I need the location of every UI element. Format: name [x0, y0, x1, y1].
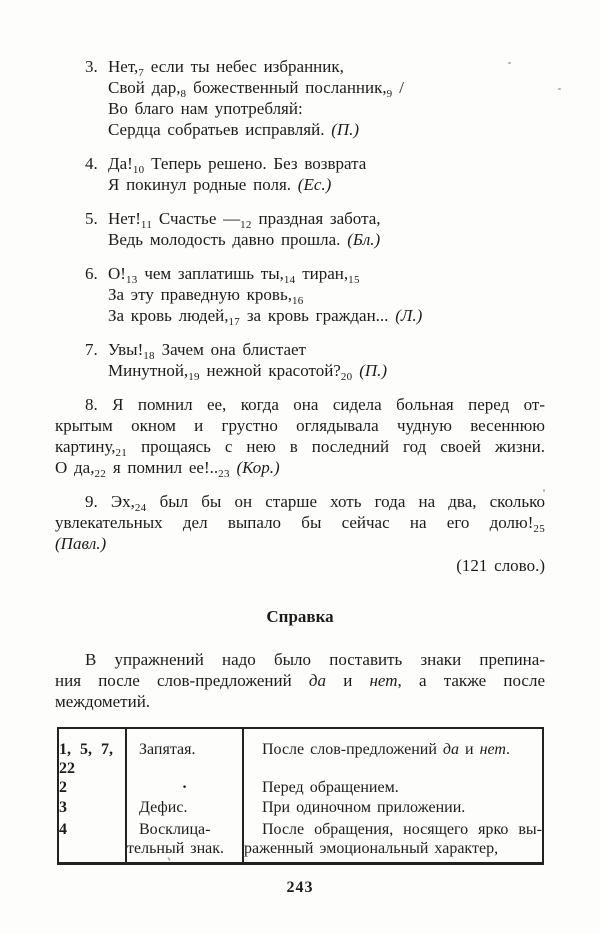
text-line: За кровь $людей,_{17}$ за кровь граждан... (Л.): [108, 306, 423, 328]
verse-lines: [108, 208, 545, 250]
numbers-cell: [58, 778, 126, 797]
numbers-cell: [58, 817, 126, 864]
ditto-mark-cell: [126, 778, 243, 797]
table-row: [58, 817, 543, 864]
text-line: $Увы!_{18}$ Зачем она блистает: [108, 340, 306, 362]
sign-cell: [126, 797, 243, 817]
text-line: $Нет!_{11}$ Счастье $—_{12}$ праздная забота,: [108, 209, 381, 231]
text-line: увлекательных дел выпало бы сейчас на его $долю!_{25}$: [55, 513, 545, 535]
text-line: Восклица-: [139, 821, 211, 838]
text-line: 2: [59, 779, 67, 796]
text-line: О $да,_{22}$ я помнил $ее!.._{23}$ (Кор.): [55, 458, 280, 480]
verse-lines: [108, 263, 545, 326]
text-line: Запятая.: [139, 741, 196, 758]
text-line: При одиночном приложении.: [262, 799, 466, 816]
exercise-4: [55, 153, 545, 195]
exercise-number: 4.: [85, 154, 98, 173]
text-line: После обращения, носящего ярко вы-: [262, 821, 542, 838]
table-row: [58, 797, 543, 817]
verse-lines: [108, 339, 545, 381]
text-line: Ведь молодость давно прошла. (Бл.): [108, 230, 381, 249]
reference-heading: Справка: [266, 607, 334, 626]
text-line: 3: [59, 799, 67, 816]
exercise-number: 6.: [85, 264, 98, 283]
numbers-cell: [58, 728, 126, 778]
text-line: За эту праведную $кровь,_{16}$: [108, 285, 304, 307]
word-count: (121 слово.): [456, 556, 545, 575]
text-line: 8. Я помнил ее, когда она сидела больная перед от-: [85, 395, 545, 414]
exercise-6: [55, 263, 545, 326]
text-line: $Нет,_7$ если ты небес избранник,: [108, 57, 344, 79]
page-content: [55, 56, 545, 898]
exercise-number: 5.: [85, 209, 98, 228]
text-line: $Да!_{10}$ Теперь решено. Без возврата: [108, 154, 367, 176]
text-line: После слов-предложений да и нет.: [262, 741, 510, 758]
reference-paragraph: [55, 649, 545, 712]
text-line: Свой $дар,_8$ божественный $посланник,_9$ /: [108, 78, 404, 100]
text-line: ния после слов-предложений да и нет, а также после: [55, 671, 545, 690]
exercise-number: 3.: [85, 57, 98, 76]
text-line: 4: [59, 821, 67, 838]
text-line: междометий.: [55, 692, 151, 711]
text-line: 9. $Эх,_{24}$ был бы он старше хоть года на два, сколько: [85, 492, 545, 514]
text-line: Перед обращением.: [262, 779, 399, 796]
numbers-cell: [58, 797, 126, 817]
rule-cell: [243, 797, 543, 817]
text-line: ·: [181, 779, 188, 796]
text-line: Во благо нам употребляй:: [108, 99, 303, 118]
exercise-7: [55, 339, 545, 381]
exercise-3: [55, 56, 545, 140]
text-line: Сердца собратьев исправляй. (П.): [108, 120, 360, 139]
verse-lines: [108, 56, 545, 140]
text-line: В упражнений надо было поставить знаки препина-: [85, 650, 545, 669]
exercise-8: [55, 394, 545, 478]
text-line: Я покинул родные поля. (Ес.): [108, 175, 332, 194]
table-row: [58, 778, 543, 797]
text-line: крытым окном и грустно оглядывала чудную весеннюю: [55, 416, 545, 435]
text-line: раженный эмоциональный характер,: [244, 840, 499, 857]
rule-cell: [243, 728, 543, 778]
text-line: 1, 5, 7,: [59, 741, 113, 758]
text-line: Дефис.: [139, 799, 188, 816]
verse-lines: [108, 153, 545, 195]
rule-cell: [243, 778, 543, 797]
text-line: $Минутной,_{19}$ нежной $красотой?_{20}$ (П.): [108, 361, 388, 383]
sign-cell: [126, 817, 243, 864]
scan-speck: [558, 88, 561, 90]
table-row: [58, 728, 543, 778]
text-line: $картину,_{21}$ прощаясь с нею в последний год своей жизни.: [55, 437, 545, 459]
text-line: 22: [59, 760, 75, 777]
rule-cell: [243, 817, 543, 864]
sign-cell: [126, 728, 243, 778]
punctuation-table: [57, 727, 544, 865]
exercise-number: 7.: [85, 340, 98, 359]
page-number: 243: [286, 879, 314, 896]
text-line: $О!_{13}$ чем заплатишь $ты,_{14}$ $тиран,_{15}$: [108, 264, 360, 286]
text-line: тельный знак.: [127, 840, 225, 857]
exercise-9: [55, 491, 545, 554]
text-line: (Павл.): [55, 534, 107, 553]
exercise-5: [55, 208, 545, 250]
